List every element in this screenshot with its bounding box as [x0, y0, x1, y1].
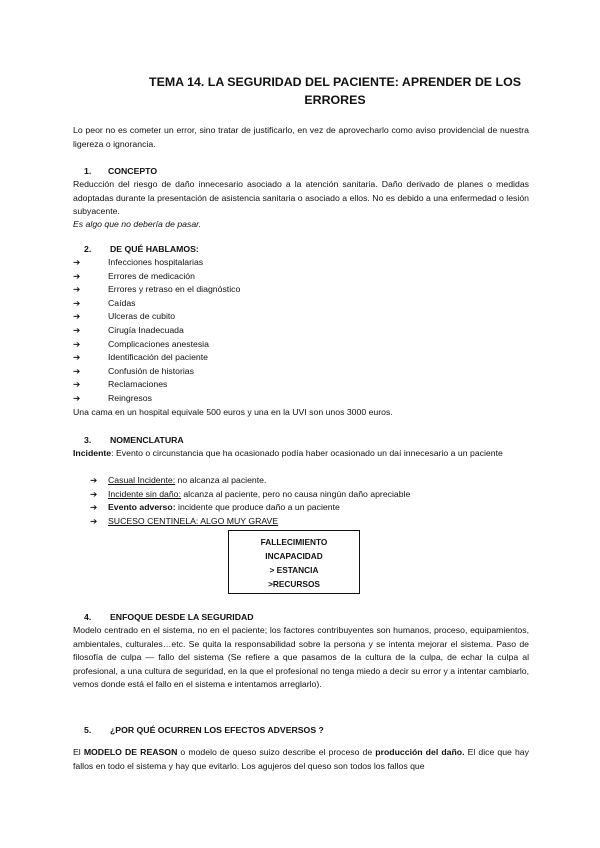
box-line: > ESTANCIA — [269, 565, 319, 575]
incident-types-list — [90, 474, 530, 528]
arrow-icon: ➔ — [90, 488, 98, 499]
section-title: CONCEPTO — [108, 166, 158, 176]
section-1-italic-note: Es algo que no debería de pasar. — [73, 219, 202, 229]
list-item: ➔ Identificación del paciente — [73, 351, 373, 365]
arrow-icon: ➔ — [73, 257, 81, 267]
list-item: ➔ Caídas — [73, 297, 373, 311]
harm-production-term: producción del daño. — [375, 747, 465, 757]
section-number: 2. — [84, 244, 92, 254]
list-item: ➔ Errores y retraso en el diagnóstico — [73, 283, 373, 297]
arrow-icon: ➔ — [73, 297, 81, 308]
term-label: SUCESO CENTINELA: ALGO MUY GRAVE — [108, 515, 279, 526]
arrow-icon: ➔ — [90, 475, 98, 485]
arrow-icon: ➔ — [73, 352, 81, 363]
arrow-icon: ➔ — [73, 379, 81, 390]
section-5-text: El MODELO DE REASON o modelo de queso suizo describe el proceso de producción del daño. El dice que hay fallos en todo el sistema y hay que evitarlo. Los agujeros del queso son todos los fallos que — [73, 747, 529, 771]
list-item: ➔ Casual Incidente: no alcanza al paciente. — [90, 474, 530, 488]
page-title: TEMA 14. LA SEGURIDAD DEL PACIENTE: APRENDER DE LOS ERRORES — [149, 75, 521, 107]
term-label: Evento adverso: — [108, 502, 176, 513]
list-item: ➔ Reingresos — [73, 392, 373, 406]
list-item: ➔ Errores de medicación — [73, 270, 373, 284]
arrow-icon: ➔ — [73, 324, 81, 335]
list-item: ➔ Confusión de historias — [73, 365, 373, 379]
box-line: >RECURSOS — [268, 579, 320, 589]
section-1-text: Reducción del riesgo de daño innecesario asociado a la atención sanitaria. Daño derivado de planes o medidas adoptadas durante la presentación de asistencia sanitaria o asociado a ellos. No es debido a una enfermedad o lesión subyacente. — [73, 179, 529, 217]
arrow-icon: ➔ — [90, 502, 98, 513]
section-title: NOMENCLATURA — [110, 435, 184, 445]
intro-quote: Lo peor no es cometer un error, sino tratar de justificarlo, en vez de aprovecharlo como aviso providencial de nuestra ligereza o ignorancia. — [73, 125, 529, 149]
list-item: ➔ Cirugía Inadecuada — [73, 324, 373, 338]
section-4-text: Modelo centrado en el sistema, no en el paciente; los factores contribuyentes son humanos, proceso, equipamientos, ambientales, culturales…etc. Se quita la responsabilidad sobre la persona y se intenta mejorar el sistema. Paso de filosofía de culpa — fallo del sistema (Se refiere a que pasamos de la cultura de la culpa, de echar la culpa al profesional, a una cultura de seguridad, en la que el profesional no tenga miedo a decir su error y a intentar cambiarlo, vemos donde está el fallo en el sistema e intentamos arreglarlo). — [73, 625, 529, 690]
arrow-icon: ➔ — [73, 311, 81, 322]
section-title: ¿POR QUÉ OCURREN LOS EFECTOS ADVERSOS ? — [110, 725, 324, 735]
section-title: DE QUÉ HABLAMOS: — [110, 244, 199, 254]
section-title: ENFOQUE DESDE LA SEGURIDAD — [110, 612, 254, 622]
list-item: ➔ Incidente sin daño: alcanza al paciente, pero no causa ningún daño apreciable — [90, 488, 530, 502]
list-item: ➔ Reclamaciones — [73, 378, 373, 392]
term-text: : Evento o circunstancia que ha ocasionado podía haber ocasionado un daí innecesario a un paciente — [111, 448, 503, 458]
arrow-icon: ➔ — [73, 284, 81, 295]
section-number: 3. — [84, 435, 92, 445]
list-item: ➔ Infecciones hospitalarias — [73, 256, 373, 270]
box-line: FALLECIMIENTO — [260, 537, 328, 547]
list-item — [90, 515, 530, 529]
sentinel-event-box — [228, 530, 360, 594]
arrow-icon: ➔ — [73, 338, 81, 349]
harm-types-list — [73, 256, 373, 406]
section-2-cost-note: Una cama en un hospital equivale 500 euros y una en la UVI son unos 3000 euros. — [73, 407, 393, 417]
list-item: ➔ Complicaciones anestesia — [73, 338, 373, 352]
arrow-icon: ➔ — [73, 392, 81, 403]
incidente-definition — [73, 447, 529, 461]
arrow-icon: ➔ — [73, 365, 81, 376]
term-label: Incidente sin daño: — [108, 488, 181, 499]
section-number: 1. — [84, 166, 92, 176]
arrow-icon: ➔ — [73, 270, 81, 281]
term-label: Incidente — [73, 448, 112, 458]
list-item: ➔ Ulceras de cubito — [73, 310, 373, 324]
box-line: INCAPACIDAD — [265, 551, 323, 561]
arrow-icon: ➔ — [90, 515, 98, 526]
list-item: ➔ Evento adverso: incidente que produce daño a un paciente — [90, 501, 530, 515]
section-number: 5. — [84, 725, 92, 735]
section-number: 4. — [84, 612, 92, 622]
term-label: Casual Incidente: — [108, 475, 176, 485]
reason-model-term: MODELO DE REASON — [83, 747, 178, 757]
